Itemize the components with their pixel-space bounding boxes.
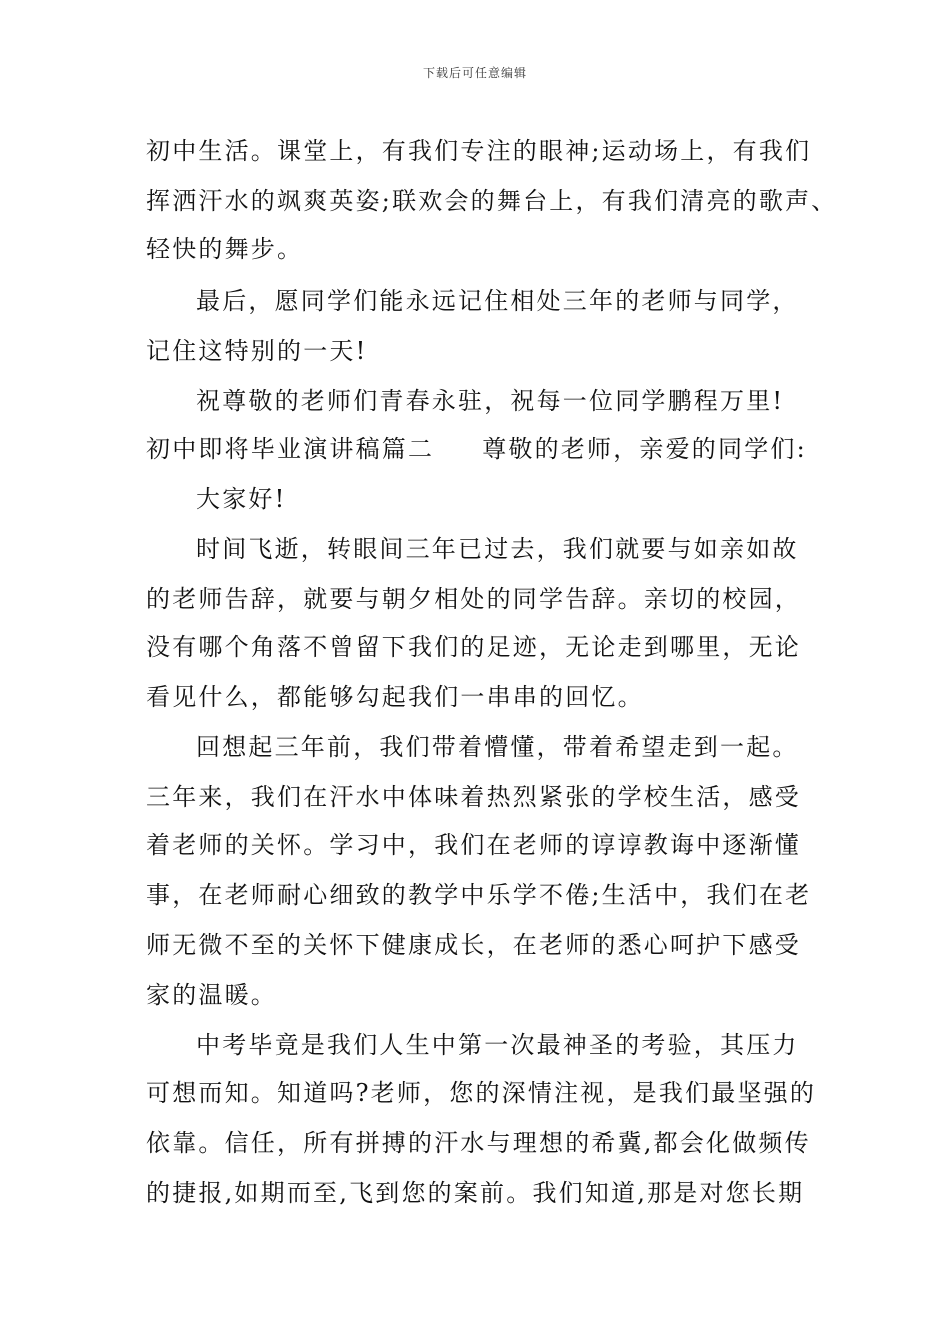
body-line: 的捷报,如期而至,飞到您的案前。我们知道,那是对您长期 <box>146 1179 805 1207</box>
body-line: 记住这特别的一天! <box>146 337 368 365</box>
body-line: 师无微不至的关怀下健康成长，在老师的悉心呵护下感受 <box>146 931 801 959</box>
body-line: 挥洒汗水的飒爽英姿;联欢会的舞台上，有我们清亮的歌声、 <box>146 187 838 215</box>
greeting-line: 大家好! <box>196 485 287 513</box>
section-heading-line <box>146 434 807 464</box>
body-line: 家的温暖。 <box>146 981 277 1009</box>
body-line: 三年来，我们在汗水中体味着热烈紧张的学校生活，感受 <box>146 783 801 811</box>
body-line: 祝尊敬的老师们青春永驻，祝每一位同学鹏程万里! <box>196 387 785 415</box>
body-line: 没有哪个角落不曾留下我们的足迹，无论走到哪里，无论 <box>146 633 801 661</box>
body-line: 中考毕竟是我们人生中第一次最神圣的考验，其压力 <box>196 1031 799 1059</box>
salutation: 尊敬的老师，亲爱的同学们: <box>482 435 807 463</box>
body-line: 着老师的关怀。学习中，我们在老师的谆谆教诲中逐渐懂 <box>146 831 801 859</box>
body-line: 轻快的舞步。 <box>146 235 304 263</box>
body-line: 初中生活。课堂上，有我们专注的眼神;运动场上，有我们 <box>146 137 812 165</box>
body-line: 最后，愿同学们能永远记住相处三年的老师与同学， <box>196 287 799 315</box>
body-line: 看见什么，都能够勾起我们一串串的回忆。 <box>146 683 644 711</box>
body-line: 依靠。信任，所有拼搏的汗水与理想的希冀,都会化做频传 <box>146 1129 811 1157</box>
body-line: 可想而知。知道吗?老师，您的深情注视，是我们最坚强的 <box>146 1079 817 1107</box>
body-line: 的老师告辞，就要与朝夕相处的同学告辞。亲切的校园， <box>146 585 801 613</box>
body-line: 时间飞逝，转眼间三年已过去，我们就要与如亲如故 <box>196 535 799 563</box>
body-line: 事，在老师耐心细致的教学中乐学不倦;生活中，我们在老 <box>146 881 812 909</box>
section-title: 初中即将毕业演讲稿篇二 <box>146 435 435 463</box>
body-line: 回想起三年前，我们带着懵懂，带着希望走到一起。 <box>196 733 799 761</box>
page-header: 下载后可任意编辑 <box>422 66 527 80</box>
